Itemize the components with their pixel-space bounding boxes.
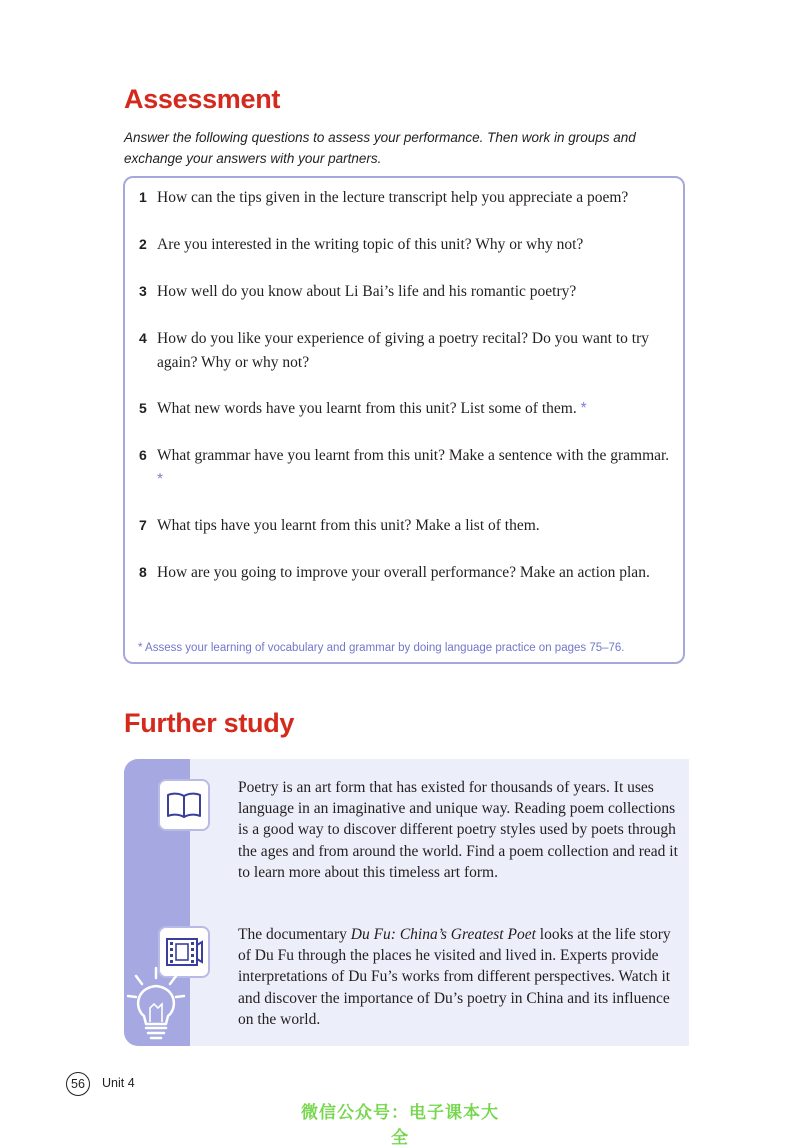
assessment-questions-box <box>123 176 685 664</box>
further-study-panel <box>124 759 689 1046</box>
question-text: How are you going to improve your overall performance? Make an action plan. <box>157 564 650 581</box>
question-item <box>139 280 677 304</box>
question-text: What grammar have you learnt from this unit? Make a sentence with the grammar. <box>157 447 670 464</box>
book-recommendation-paragraph: Poetry is an art form that has existed for thousands of years. It uses language in an imaginative and unique way. Reading poem collections is a good way to discover different poetry styles used by poets through the ages and from around the world. Find a poem collection and read it to learn more about this timeless art form. <box>238 779 678 881</box>
film-paragraph-prefix: The documentary <box>238 926 351 943</box>
question-number: 5 <box>139 400 147 416</box>
question-number: 3 <box>139 283 147 299</box>
question-text: What new words have you learnt from this unit? List some of them. <box>157 400 577 417</box>
assessment-heading: Assessment <box>124 84 281 114</box>
assessment-footnote: * Assess your learning of vocabulary and grammar by doing language practice on pages 75–76. <box>138 642 625 654</box>
further-study-heading: Further study <box>124 708 295 738</box>
question-item <box>139 514 677 538</box>
question-number: 6 <box>139 447 147 463</box>
question-text: How do you like your experience of giving a poetry recital? Do you want to try again? Why or why not? <box>157 330 649 371</box>
asterisk-marker: * <box>157 470 164 488</box>
question-item <box>139 397 677 421</box>
question-number: 4 <box>139 330 147 346</box>
question-text: Are you interested in the writing topic of this unit? Why or why not? <box>157 236 584 253</box>
watermark-text: 微信公众号：电子课本大全 <box>301 1103 499 1148</box>
documentary-title: Du Fu: China’s Greatest Poet <box>350 926 536 943</box>
question-text: What tips have you learnt from this unit? Make a list of them. <box>157 517 540 534</box>
question-item <box>139 444 677 491</box>
question-item <box>139 327 677 374</box>
lightbulb-icon <box>124 964 190 1046</box>
question-number: 8 <box>139 564 147 580</box>
page-number: 56 <box>66 1072 90 1096</box>
question-item <box>139 186 677 210</box>
book-icon <box>158 779 210 831</box>
question-text: How can the tips given in the lecture transcript help you appreciate a poem? <box>157 189 629 206</box>
assessment-instructions: Answer the following questions to assess your performance. Then work in groups and exchange your answers with your partners. <box>124 130 636 166</box>
question-number: 2 <box>139 236 147 252</box>
question-item <box>139 233 677 257</box>
film-recommendation-paragraph <box>238 924 678 1030</box>
question-item <box>139 561 677 585</box>
asterisk-marker: * <box>580 400 587 417</box>
question-number: 7 <box>139 517 147 533</box>
question-number: 1 <box>139 189 147 205</box>
question-text: How well do you know about Li Bai’s life and his romantic poetry? <box>157 283 577 300</box>
unit-label: Unit 4 <box>102 1076 135 1090</box>
film-paragraph-body: looks at the life story of Du Fu through the places he visited and lived in. Experts provide interpretations of Du Fu’s works from different perspectives. Watch it and discover the importance of Du’s poetry in China and its influence on the world. <box>238 926 671 1028</box>
